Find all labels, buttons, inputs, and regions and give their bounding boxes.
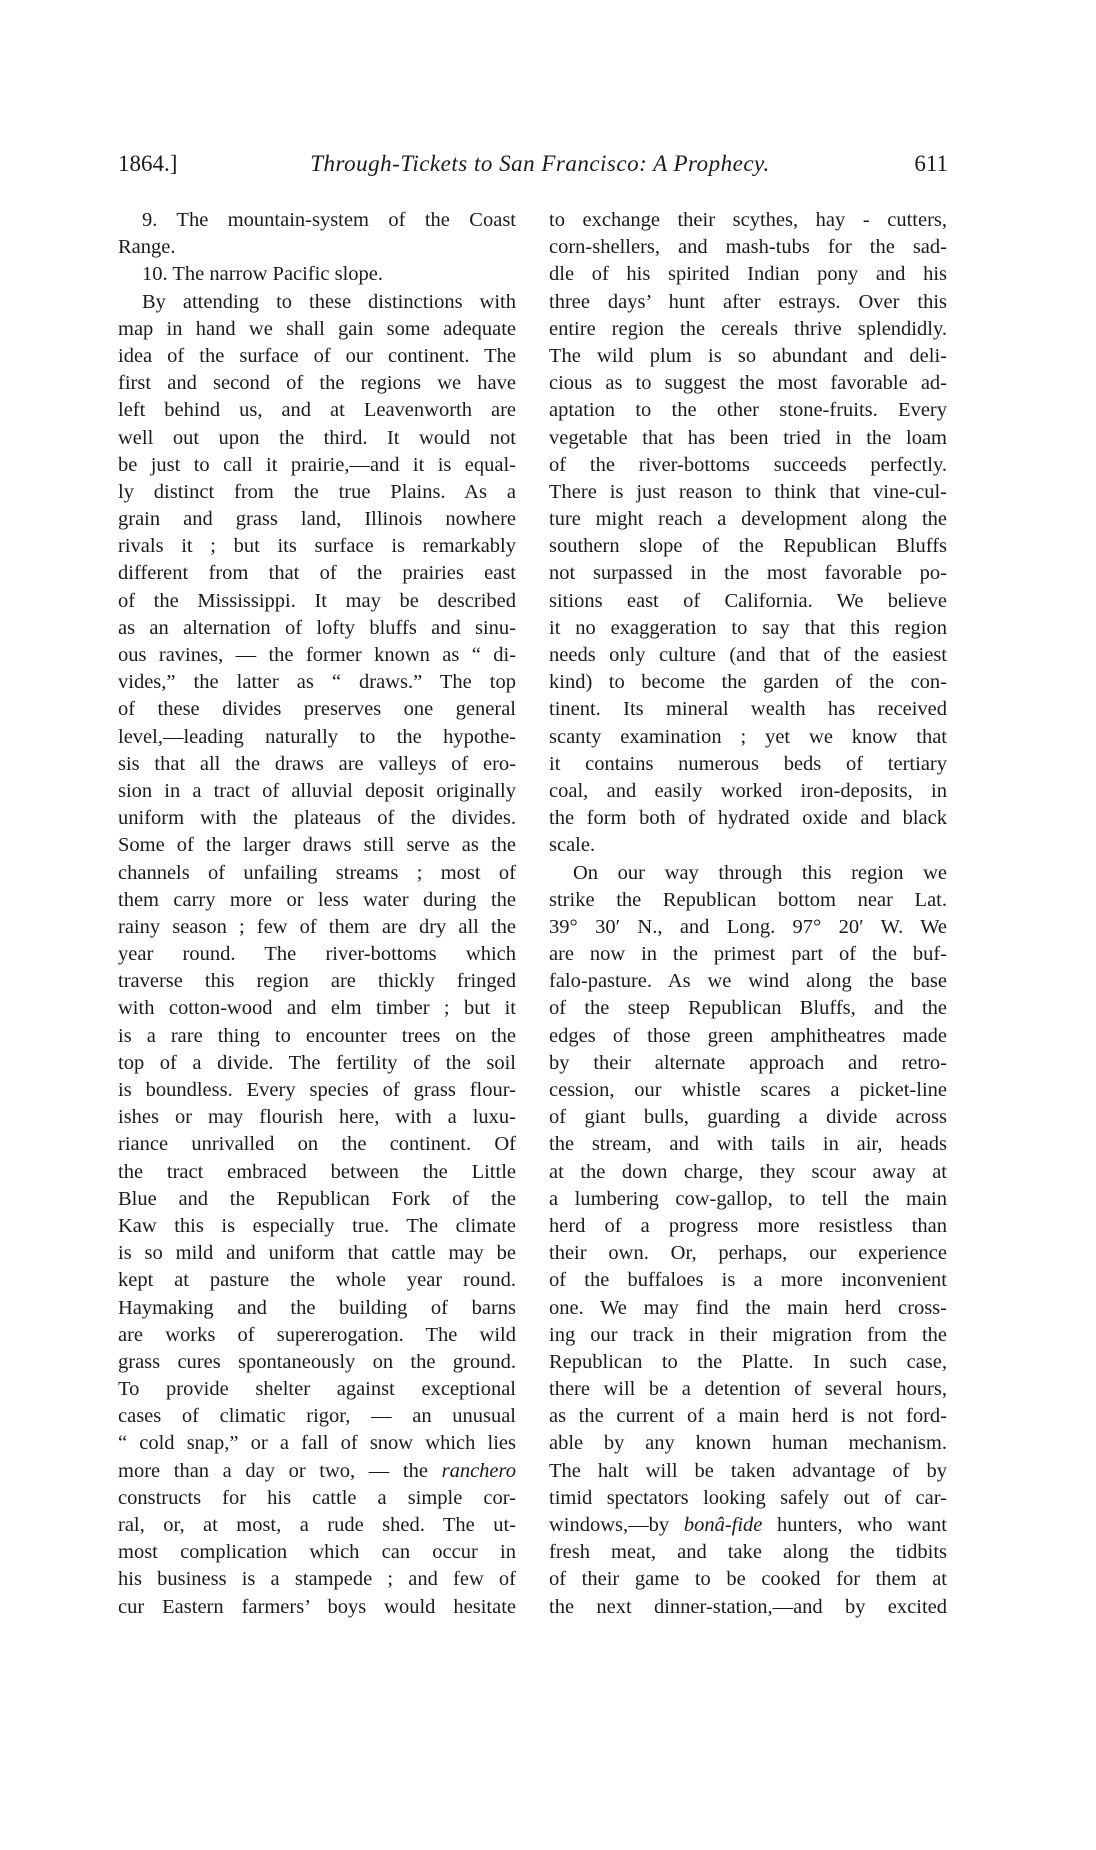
text-segment: year round. The river-bottoms which xyxy=(118,943,516,966)
text-line xyxy=(118,832,516,859)
text-segment: Some of the larger draws still serve as the xyxy=(118,834,516,857)
text-segment: uniform with the plateaus of the divides. xyxy=(118,807,516,830)
text-line xyxy=(549,316,947,343)
text-segment: To provide shelter against exceptional xyxy=(118,1378,516,1401)
text-line xyxy=(549,805,947,832)
text-line xyxy=(118,1458,516,1485)
text-line xyxy=(118,316,516,343)
text-segment: kept at pasture the whole year round. xyxy=(118,1269,516,1292)
text-line xyxy=(118,1159,516,1186)
text-segment: sitions east of California. We believe xyxy=(549,589,947,612)
text-segment: Range. xyxy=(118,236,176,259)
text-line xyxy=(118,1485,516,1512)
text-line xyxy=(549,669,947,696)
text-segment: 9. The mountain-system of the Coast xyxy=(142,209,516,231)
italic-text: ranchero xyxy=(441,1459,516,1482)
text-line xyxy=(118,669,516,696)
text-segment: are works of supererogation. The wild xyxy=(118,1323,516,1346)
text-segment: herd of a progress more resistless than xyxy=(549,1214,947,1237)
text-segment: vides,” the latter as “ draws.” The top xyxy=(118,671,516,694)
text-line xyxy=(118,615,516,642)
text-line xyxy=(118,914,516,941)
text-segment: windows,—by xyxy=(549,1514,684,1536)
text-line xyxy=(549,1240,947,1267)
text-segment: idea of the surface of our continent. The xyxy=(118,344,516,367)
text-segment: constructs for his cattle a simple cor- xyxy=(118,1486,516,1509)
text-segment: ing our track in their migration from the xyxy=(549,1323,947,1346)
text-segment: sis that all the draws are valleys of ero- xyxy=(118,752,516,775)
text-segment: channels of unfailing streams ; most of xyxy=(118,861,516,884)
text-line xyxy=(118,1213,516,1240)
text-line xyxy=(549,860,947,887)
text-segment: it no exaggeration to say that this region xyxy=(549,616,947,639)
text-line xyxy=(549,425,947,452)
text-line xyxy=(118,751,516,778)
text-line xyxy=(549,751,947,778)
text-segment: By attending to these distinctions with xyxy=(142,290,516,313)
text-line xyxy=(118,1104,516,1131)
text-segment: ishes or may flourish here, with a luxu- xyxy=(118,1106,516,1129)
text-column-left xyxy=(118,207,516,1621)
text-line xyxy=(549,615,947,642)
text-segment: them carry more or less water during the xyxy=(118,888,516,911)
text-segment: 10. The narrow Pacific slope. xyxy=(142,263,383,286)
text-line xyxy=(549,370,947,397)
text-segment: of their game to be cooked for them at xyxy=(549,1568,947,1591)
text-line xyxy=(549,1512,947,1539)
text-segment: Republican to the Platte. In such case, xyxy=(549,1350,947,1373)
text-line xyxy=(549,289,947,316)
text-line xyxy=(118,1322,516,1349)
text-line xyxy=(118,1430,516,1457)
text-segment: a lumbering cow-gallop, to tell the main xyxy=(549,1187,947,1210)
text-segment: cases of climatic rigor, — an unusual xyxy=(118,1405,516,1428)
text-line xyxy=(118,533,516,560)
text-line xyxy=(549,1267,947,1294)
text-line xyxy=(118,1539,516,1566)
text-line xyxy=(118,479,516,506)
text-segment: the next dinner-station,—and by excited xyxy=(549,1595,947,1618)
text-line xyxy=(549,1023,947,1050)
text-line xyxy=(549,1566,947,1593)
text-segment: entire region the cereals thrive splendidly. xyxy=(549,317,947,340)
text-line xyxy=(549,995,947,1022)
text-line xyxy=(118,1131,516,1158)
text-line xyxy=(118,1594,516,1621)
text-segment: the stream, and with tails in air, heads xyxy=(549,1133,947,1156)
text-segment: map in hand we shall gain some adequate xyxy=(118,317,516,340)
text-segment: aptation to the other stone-fruits. Every xyxy=(549,399,947,422)
text-line xyxy=(118,261,516,288)
text-line xyxy=(549,696,947,723)
text-segment: at the down charge, they scour away at xyxy=(549,1160,947,1183)
text-segment: The halt will be taken advantage of by xyxy=(549,1459,947,1482)
text-segment: by their alternate approach and retro- xyxy=(549,1051,947,1074)
text-line xyxy=(549,261,947,288)
text-segment: level,—leading naturally to the hypothe- xyxy=(118,725,516,748)
text-segment: cious as to suggest the most favorable ad- xyxy=(549,372,947,395)
text-segment: left behind us, and at Leavenworth are xyxy=(118,399,516,422)
text-line xyxy=(549,724,947,751)
text-line xyxy=(118,1403,516,1430)
text-segment: the tract embraced between the Little xyxy=(118,1160,516,1183)
text-line xyxy=(118,995,516,1022)
text-line xyxy=(118,642,516,669)
text-line xyxy=(549,1403,947,1430)
text-line xyxy=(549,479,947,506)
text-line xyxy=(549,968,947,995)
text-line xyxy=(549,588,947,615)
text-line xyxy=(118,234,516,261)
text-segment: ous ravines, — the former known as “ di- xyxy=(118,644,516,666)
text-line xyxy=(118,397,516,424)
text-line xyxy=(118,860,516,887)
text-segment: grain and grass land, Illinois nowhere xyxy=(118,508,516,531)
text-segment: kind) to become the garden of the con- xyxy=(549,671,947,694)
text-segment: of giant bulls, guarding a divide across xyxy=(549,1106,947,1129)
text-line xyxy=(118,207,516,234)
text-line xyxy=(549,1349,947,1376)
text-column-right xyxy=(549,207,947,1621)
text-segment: as the current of a main herd is not ford- xyxy=(549,1405,947,1428)
text-segment: coal, and easily worked iron-deposits, in xyxy=(549,779,947,802)
text-segment: corn-shellers, and mash-tubs for the sad- xyxy=(549,236,947,259)
text-segment: of the buffaloes is a more inconvenient xyxy=(549,1269,947,1292)
text-line xyxy=(118,588,516,615)
text-line xyxy=(549,397,947,424)
text-segment: rivals it ; but its surface is remarkably xyxy=(118,535,516,558)
text-line xyxy=(549,343,947,370)
text-line xyxy=(118,724,516,751)
text-line xyxy=(549,1594,947,1621)
text-segment: falo-pasture. As we wind along the base xyxy=(549,970,947,993)
text-line xyxy=(118,887,516,914)
text-segment: there will be a detention of several hours, xyxy=(549,1378,947,1401)
text-line xyxy=(549,1376,947,1403)
text-segment: be just to call it prairie,—and it is equal- xyxy=(118,453,516,476)
text-line xyxy=(118,289,516,316)
text-segment: rainy season ; few of them are dry all the xyxy=(118,915,516,938)
text-line xyxy=(118,370,516,397)
text-line xyxy=(549,887,947,914)
text-segment: one. We may find the main herd cross- xyxy=(549,1296,947,1319)
text-segment: There is just reason to think that vine-cul- xyxy=(549,480,947,503)
text-segment: “ cold snap,” or a fall of snow which lies xyxy=(118,1432,516,1455)
text-segment: scale. xyxy=(549,834,596,857)
text-line xyxy=(549,1159,947,1186)
text-segment: well out upon the third. It would not xyxy=(118,426,516,449)
text-segment: first and second of the regions we have xyxy=(118,372,516,395)
text-line xyxy=(118,778,516,805)
text-segment: are now in the primest part of the buf- xyxy=(549,943,947,966)
text-segment: traverse this region are thickly fringed xyxy=(118,970,516,993)
text-segment: riance unrivalled on the continent. Of xyxy=(118,1133,516,1156)
text-segment: of the river-bottoms succeeds perfectly. xyxy=(549,453,947,476)
text-segment: is a rare thing to encounter trees on the xyxy=(118,1024,516,1047)
text-line xyxy=(549,1104,947,1131)
text-line xyxy=(549,832,947,859)
text-segment: The wild plum is so abundant and deli- xyxy=(549,344,947,367)
text-line xyxy=(549,1430,947,1457)
text-segment: three days’ hunt after estrays. Over this xyxy=(549,290,947,313)
text-line xyxy=(118,425,516,452)
text-line xyxy=(549,1485,947,1512)
text-segment: scanty examination ; yet we know that xyxy=(549,725,947,748)
text-line xyxy=(549,642,947,669)
text-segment: as an alternation of lofty bluffs and sinu- xyxy=(118,616,516,639)
text-segment: Kaw this is especially true. The climate xyxy=(118,1214,516,1237)
text-segment: fresh meat, and take along the tidbits xyxy=(549,1541,947,1564)
text-line xyxy=(549,1186,947,1213)
text-line xyxy=(118,560,516,587)
text-line xyxy=(118,1023,516,1050)
text-segment: the form both of hydrated oxide and black xyxy=(549,807,947,830)
text-line xyxy=(118,452,516,479)
text-line xyxy=(549,941,947,968)
text-line xyxy=(549,533,947,560)
text-line xyxy=(549,1050,947,1077)
text-segment: grass cures spontaneously on the ground. xyxy=(118,1350,516,1373)
text-line xyxy=(549,778,947,805)
text-segment: sion in a tract of alluvial deposit originally xyxy=(118,779,516,802)
text-segment: of these divides preserves one general xyxy=(118,698,516,721)
text-segment: ly distinct from the true Plains. As a xyxy=(118,480,516,503)
text-segment: top of a divide. The fertility of the soil xyxy=(118,1051,516,1074)
text-line xyxy=(118,1349,516,1376)
text-line xyxy=(118,1050,516,1077)
text-line xyxy=(118,1376,516,1403)
text-segment: with cotton-wood and elm timber ; but it xyxy=(118,997,516,1020)
text-line xyxy=(549,914,947,941)
text-segment: their own. Or, perhaps, our experience xyxy=(549,1242,947,1265)
text-segment: needs only culture (and that of the easiest xyxy=(549,644,947,666)
italic-text: bonâ-fide xyxy=(683,1514,763,1536)
text-line xyxy=(549,1539,947,1566)
text-segment: not surpassed in the most favorable po- xyxy=(549,562,947,585)
text-line xyxy=(549,452,947,479)
text-segment: his business is a stampede ; and few of xyxy=(118,1568,516,1591)
text-line xyxy=(549,1322,947,1349)
text-segment: strike the Republican bottom near Lat. xyxy=(549,888,947,911)
text-segment: On our way through this region we xyxy=(573,861,947,884)
text-segment: Haymaking and the building of barns xyxy=(118,1296,516,1319)
text-line xyxy=(549,1077,947,1104)
text-segment: dle of his spirited Indian pony and his xyxy=(549,263,947,286)
text-segment: to exchange their scythes, hay - cutters, xyxy=(549,209,947,231)
text-segment: ture might reach a development along the xyxy=(549,508,947,531)
text-line xyxy=(549,207,947,234)
text-line xyxy=(118,696,516,723)
text-segment: is so mild and uniform that cattle may be xyxy=(118,1242,516,1265)
text-line xyxy=(118,1295,516,1322)
text-line xyxy=(549,560,947,587)
text-segment: Blue and the Republican Fork of the xyxy=(118,1187,516,1210)
text-line xyxy=(118,506,516,533)
text-line xyxy=(549,1131,947,1158)
text-line xyxy=(118,1267,516,1294)
text-line xyxy=(549,234,947,261)
text-segment: cession, our whistle scares a picket-line xyxy=(549,1079,947,1101)
text-segment: it contains numerous beds of tertiary xyxy=(549,752,947,775)
text-segment: is boundless. Every species of grass flour- xyxy=(118,1079,516,1101)
text-segment: southern slope of the Republican Bluffs xyxy=(549,535,947,558)
text-segment: edges of those green amphitheatres made xyxy=(549,1024,947,1047)
text-segment: cur Eastern farmers’ boys would hesitate xyxy=(118,1595,516,1618)
text-segment: timid spectators looking safely out of car- xyxy=(549,1486,947,1509)
text-segment: vegetable that has been tried in the loam xyxy=(549,426,947,449)
text-segment: most complication which can occur in xyxy=(118,1541,516,1564)
header-year: 1864.] xyxy=(118,151,178,176)
page-number: 611 xyxy=(914,151,948,176)
text-line xyxy=(118,805,516,832)
text-line xyxy=(118,1186,516,1213)
running-title: Through-Tickets to San Francisco: A Prophecy. xyxy=(310,151,770,176)
text-line xyxy=(118,1077,516,1104)
text-segment: more than a day or two, — the xyxy=(118,1459,442,1482)
text-segment: different from that of the prairies east xyxy=(118,562,516,585)
text-segment: 39° 30′ N., and Long. 97° 20′ W. We xyxy=(549,915,947,938)
text-segment: of the steep Republican Bluffs, and the xyxy=(549,997,947,1020)
text-line xyxy=(118,1240,516,1267)
text-line xyxy=(118,343,516,370)
text-segment: hunters, who want xyxy=(762,1514,947,1536)
text-line xyxy=(118,968,516,995)
text-segment: ral, or, at most, a rude shed. The ut- xyxy=(118,1514,516,1536)
text-line xyxy=(549,506,947,533)
text-line xyxy=(118,941,516,968)
text-line xyxy=(549,1295,947,1322)
text-line xyxy=(118,1512,516,1539)
text-segment: able by any known human mechanism. xyxy=(549,1432,947,1455)
text-line xyxy=(118,1566,516,1593)
text-line xyxy=(549,1213,947,1240)
text-segment: of the Mississippi. It may be described xyxy=(118,589,516,612)
text-segment: tinent. Its mineral wealth has received xyxy=(549,698,947,721)
text-line xyxy=(549,1458,947,1485)
